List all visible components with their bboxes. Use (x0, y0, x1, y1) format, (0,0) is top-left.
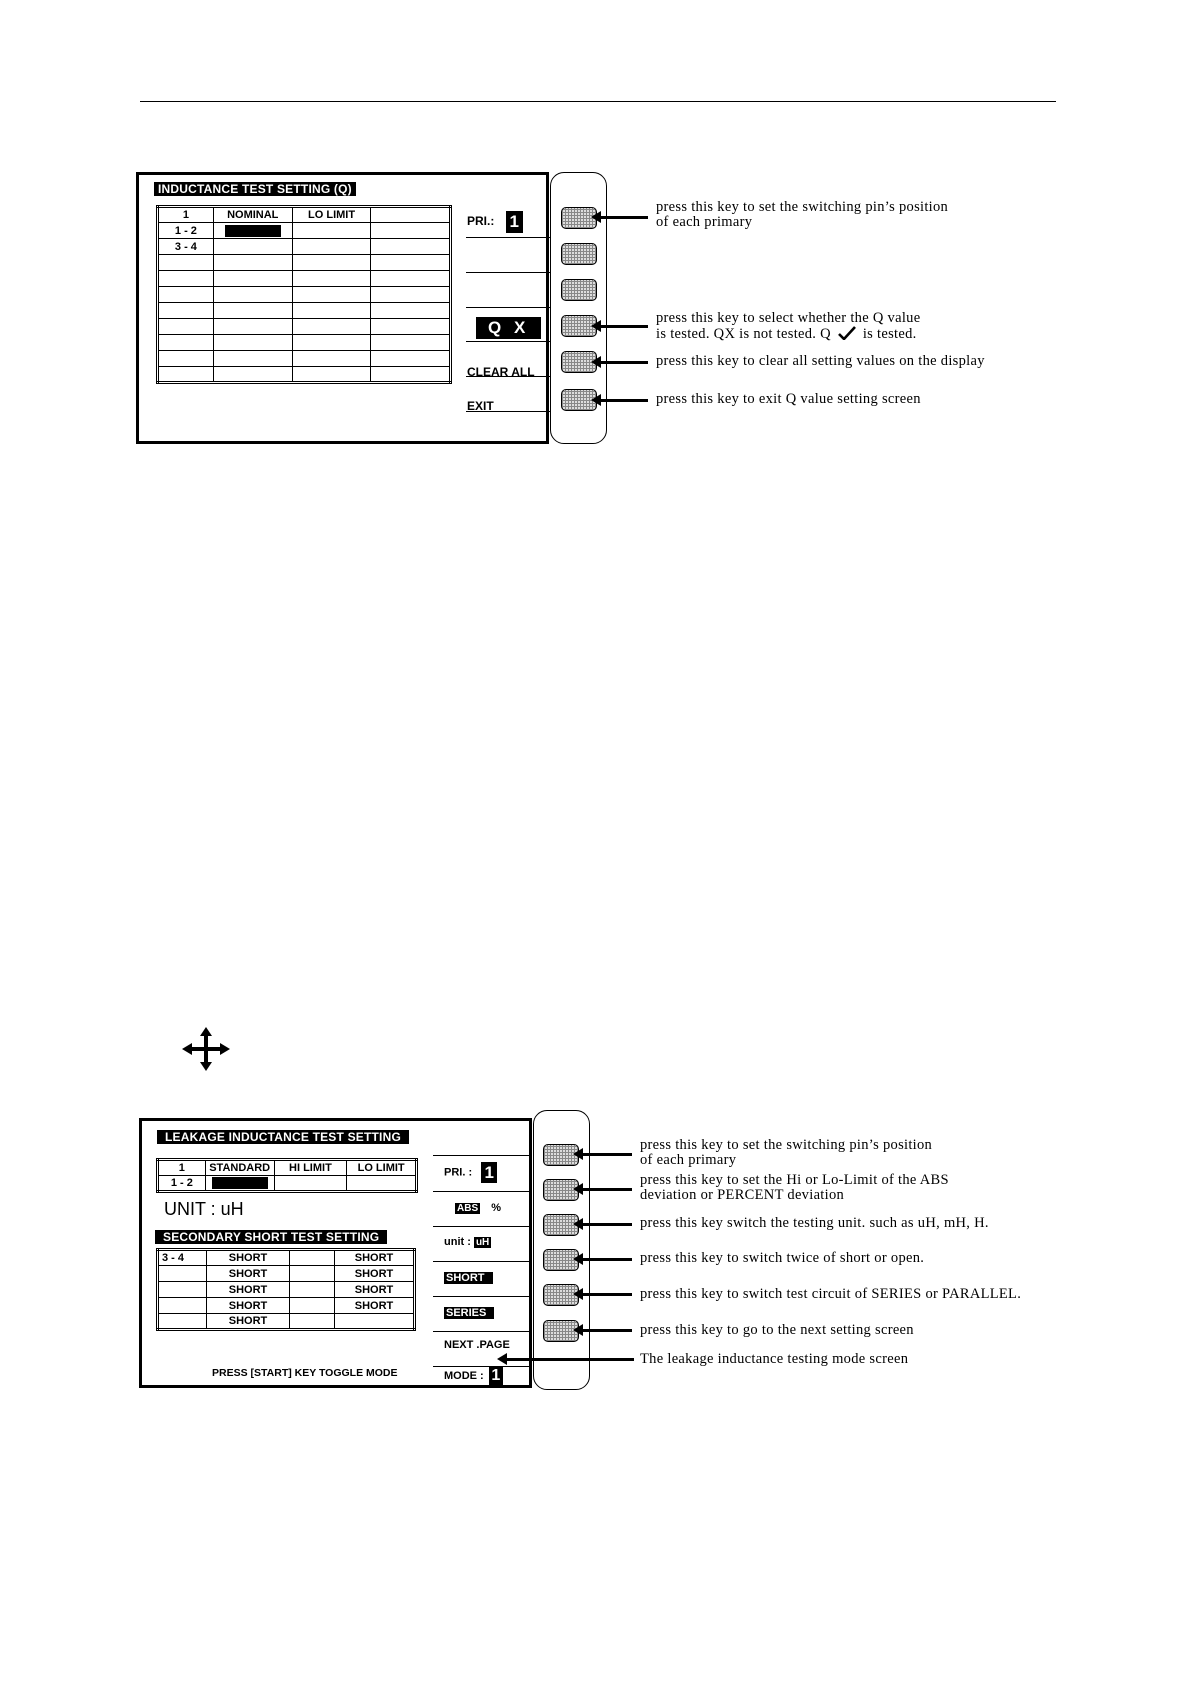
short-cell[interactable]: SHORT (207, 1250, 290, 1266)
arrow-short (582, 1258, 632, 1261)
arrow-pri (582, 1153, 632, 1156)
short-label: SHORT (444, 1272, 493, 1284)
menu-divider (433, 1226, 532, 1227)
table-row (158, 223, 451, 239)
table-cell[interactable] (292, 287, 371, 303)
checkmark-icon (838, 326, 856, 340)
header-cell (371, 207, 451, 223)
table-row (158, 1282, 415, 1298)
inductance-q-screen (136, 172, 549, 444)
short-cell[interactable]: SHORT (207, 1314, 290, 1330)
table-cell[interactable] (371, 367, 451, 383)
arrow-next (582, 1329, 632, 1332)
pri-label: PRI. : (444, 1166, 473, 1179)
short-cell[interactable]: SHORT (335, 1250, 415, 1266)
table-cell (158, 335, 214, 351)
menu-divider (466, 272, 550, 273)
table-cell[interactable] (371, 271, 451, 287)
note-pri-line2: of each primary (656, 214, 753, 230)
menu-divider (433, 1296, 532, 1297)
short-cell[interactable]: SHORT (207, 1298, 290, 1314)
header-rule (140, 101, 1056, 102)
table-row (158, 1298, 415, 1314)
softkey-2[interactable] (561, 243, 597, 265)
secondary-short-table (156, 1248, 416, 1331)
pin-cell (158, 1314, 207, 1330)
table-cell[interactable] (213, 319, 292, 335)
table-cell[interactable] (213, 271, 292, 287)
table-cell[interactable] (213, 239, 292, 255)
table-cell[interactable] (371, 239, 451, 255)
table-cell[interactable] (371, 223, 451, 239)
table-cell[interactable] (213, 303, 292, 319)
menu-divider (433, 1331, 532, 1332)
table-row (158, 287, 451, 303)
unit-value: uH (475, 1237, 490, 1248)
table-cell[interactable] (290, 1298, 335, 1314)
note-unit: press this key switch the testing unit. such as uH, mH, H. (640, 1215, 989, 1231)
note-next: press this key to go to the next setting screen (640, 1322, 914, 1338)
move-arrows-icon (182, 1027, 230, 1071)
menu-pri[interactable] (467, 211, 523, 233)
arrow-exit (600, 399, 648, 402)
menu-qx[interactable] (476, 317, 541, 339)
note-pri-line2: of each primary (640, 1152, 737, 1168)
toggle-mode-hint: PRESS [START] KEY TOGGLE MODE (212, 1367, 398, 1379)
table-cell[interactable] (292, 351, 371, 367)
header-cell: HI LIMIT (274, 1160, 347, 1176)
short-cell[interactable]: SHORT (335, 1298, 415, 1314)
pin-cell: 3 - 4 (158, 239, 214, 255)
table-cell (158, 287, 214, 303)
table-row (158, 303, 451, 319)
note-qx-line2a: is tested. QX is not tested. Q (656, 326, 831, 342)
table-cell[interactable] (335, 1314, 415, 1330)
table-header-row (158, 1160, 417, 1176)
table-row (158, 271, 451, 287)
pin-cell (158, 1298, 207, 1314)
pri-value: 1 (506, 211, 523, 233)
short-cell[interactable]: SHORT (335, 1266, 415, 1282)
note-exit: press this key to exit Q value setting screen (656, 391, 921, 407)
table-cell[interactable] (290, 1314, 335, 1330)
mode-label: MODE : (444, 1369, 484, 1382)
table-cell[interactable] (371, 351, 451, 367)
short-cell[interactable]: SHORT (207, 1266, 290, 1282)
header-cell: NOMINAL (213, 207, 292, 223)
table-cell[interactable] (292, 223, 371, 239)
table-cell[interactable] (213, 287, 292, 303)
menu-divider (433, 1191, 532, 1192)
secondary-title: SECONDARY SHORT TEST SETTING (155, 1230, 387, 1244)
table-cell (158, 319, 214, 335)
standard-cursor-cell[interactable] (205, 1176, 274, 1192)
note-abs-line1: press this key to set the Hi or Lo-Limit of the ABS (640, 1172, 949, 1188)
table-cell[interactable] (371, 303, 451, 319)
short-cell[interactable]: SHORT (207, 1282, 290, 1298)
table-cell[interactable] (347, 1176, 417, 1192)
table-cell (158, 271, 214, 287)
table-row (158, 255, 451, 271)
menu-divider (466, 341, 550, 342)
pri-value: 1 (481, 1162, 497, 1183)
table-row (158, 351, 451, 367)
menu-short[interactable] (444, 1270, 493, 1284)
pin-cell: 1 - 2 (158, 1176, 206, 1192)
header-cell: LO LIMIT (347, 1160, 417, 1176)
unit-text: UNIT : uH (164, 1199, 244, 1219)
menu-next-page[interactable]: NEXT .PAGE (444, 1339, 510, 1351)
softkey-3[interactable] (561, 279, 597, 301)
table-cell[interactable] (371, 255, 451, 271)
note-mode: The leakage inductance testing mode screen (640, 1351, 909, 1367)
short-cell[interactable]: SHORT (335, 1282, 415, 1298)
table-cell[interactable] (213, 367, 292, 383)
arrow-mode (506, 1358, 634, 1361)
pin-cell: 1 - 2 (158, 223, 214, 239)
menu-divider (433, 1155, 532, 1156)
q-setting-table (156, 205, 452, 384)
header-cell: LO LIMIT (292, 207, 371, 223)
menu-series[interactable] (444, 1305, 494, 1319)
menu-mode[interactable] (444, 1366, 503, 1386)
table-cell[interactable] (371, 287, 451, 303)
leakage-inductance-screen (139, 1118, 532, 1388)
pin-cell (158, 1266, 207, 1282)
table-cell[interactable] (292, 303, 371, 319)
mode-value: 1 (489, 1366, 503, 1386)
table-cell[interactable] (292, 239, 371, 255)
screen-title: LEAKAGE INDUCTANCE TEST SETTING (157, 1130, 409, 1144)
menu-unit[interactable] (444, 1236, 491, 1248)
note-qx-line1: press this key to select whether the Q value (656, 310, 921, 326)
note-pri-line1: press this key to set the switching pin’s position (656, 199, 949, 215)
pin-cell (158, 1282, 207, 1298)
table-cell[interactable] (292, 255, 371, 271)
table-row (158, 239, 451, 255)
table-cell[interactable] (274, 1176, 347, 1192)
menu-exit[interactable]: EXIT (467, 399, 494, 413)
table-cell[interactable] (290, 1282, 335, 1298)
percent-label: % (491, 1202, 501, 1214)
pri-label: PRI.: (467, 214, 495, 229)
note-clear: press this key to clear all setting values on the display (656, 353, 985, 369)
menu-divider (466, 307, 550, 308)
table-row (158, 335, 451, 351)
screen-title: INDUCTANCE TEST SETTING (Q) (154, 182, 356, 196)
unit-label: unit : (444, 1236, 471, 1248)
table-cell[interactable] (213, 351, 292, 367)
abs-label: ABS (457, 1203, 479, 1214)
table-cell[interactable] (371, 319, 451, 335)
note-short: press this key to switch twice of short or open. (640, 1250, 925, 1266)
header-cell: 1 (158, 207, 214, 223)
header-cell: STANDARD (205, 1160, 274, 1176)
table-cell[interactable] (292, 319, 371, 335)
qx-label: Q X (476, 317, 541, 339)
series-label: SERIES (444, 1307, 494, 1319)
arrow-qx (600, 325, 648, 328)
table-cell[interactable] (292, 367, 371, 383)
table-cell (158, 255, 214, 271)
table-cell[interactable] (213, 335, 292, 351)
menu-pri[interactable] (444, 1162, 497, 1183)
arrow-unit (582, 1223, 632, 1226)
table-cell (158, 303, 214, 319)
arrow-pri (600, 216, 648, 219)
table-row (158, 1314, 415, 1330)
menu-divider (433, 1261, 532, 1262)
table-cell (158, 367, 214, 383)
table-row (158, 1266, 415, 1282)
table-cell[interactable] (290, 1250, 335, 1266)
menu-clear-all[interactable]: CLEAR ALL (467, 365, 535, 379)
menu-divider (466, 237, 550, 238)
table-cell[interactable] (213, 255, 292, 271)
table-cell (158, 351, 214, 367)
note-abs-line2: deviation or PERCENT deviation (640, 1187, 845, 1203)
leakage-setting-table (156, 1158, 418, 1193)
input-cursor (212, 1177, 268, 1189)
pin-cell: 3 - 4 (158, 1250, 207, 1266)
table-cell[interactable] (371, 335, 451, 351)
note-series: press this key to switch test circuit of SERIES or PARALLEL. (640, 1286, 1022, 1302)
table-row (158, 319, 451, 335)
table-cell[interactable] (292, 335, 371, 351)
menu-abs-percent[interactable] (455, 1202, 501, 1214)
table-cell[interactable] (290, 1266, 335, 1282)
note-pri-line1: press this key to set the switching pin’s position (640, 1137, 933, 1153)
arrow-abs (582, 1188, 632, 1191)
table-row (158, 1176, 417, 1192)
note-qx-line2b: is tested. (862, 326, 917, 342)
table-row (158, 367, 451, 383)
header-cell: 1 (158, 1160, 206, 1176)
note-qx-line2 (656, 326, 917, 342)
arrow-series (582, 1293, 632, 1296)
input-cursor (225, 225, 281, 237)
table-cell[interactable] (292, 271, 371, 287)
nominal-cursor-cell[interactable] (213, 223, 292, 239)
arrow-clear (600, 361, 648, 364)
table-row (158, 1250, 415, 1266)
table-header-row (158, 207, 451, 223)
